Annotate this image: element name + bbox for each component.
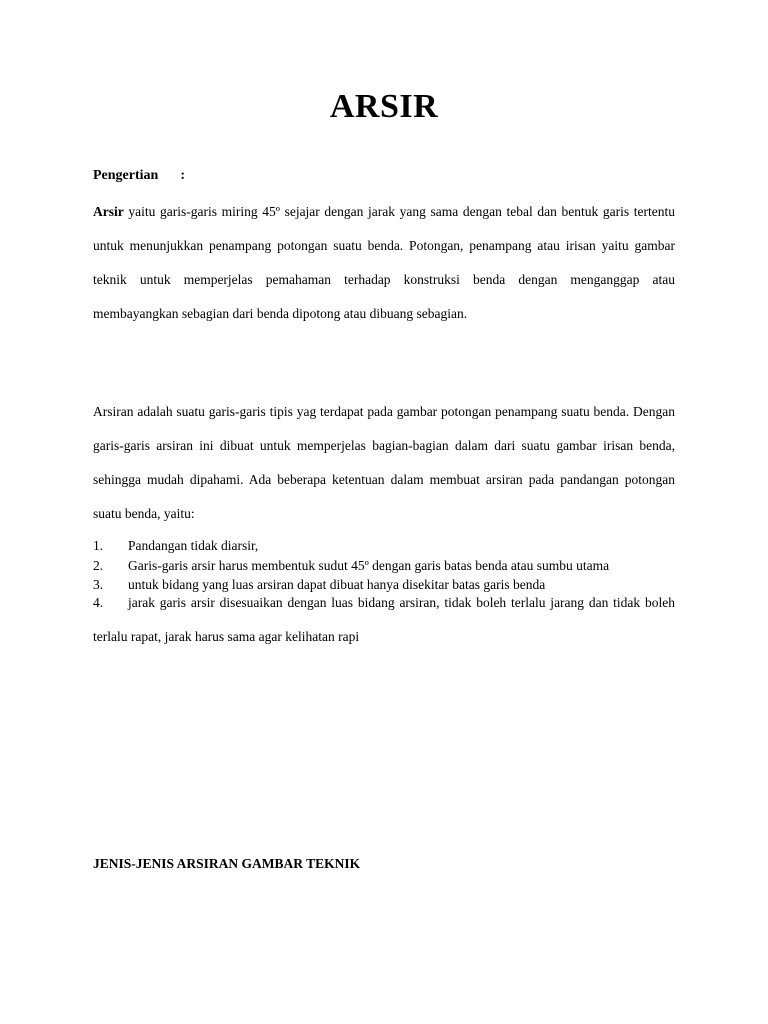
page-title: ARSIR — [329, 88, 439, 125]
list-item-text: untuk bidang yang luas arsiran dapat dibuat hanya disekitar batas garis benda — [128, 577, 546, 592]
list-item — [93, 586, 675, 654]
list-item-number: 1. — [93, 538, 104, 553]
section-label-text: Pengertian — [93, 168, 159, 183]
list-item-number: 4. — [93, 595, 104, 610]
section-label — [93, 168, 185, 184]
list-item-number: 2. — [93, 558, 104, 573]
paragraph-definition-text: yaitu garis-garis miring 45º sejajar dengan jarak yang sama dengan tebal dan bentuk garis tertentu untuk menunjukkan penampang potongan suatu benda. Potongan, penampang atau irisan yaitu gambar teknik untuk memperjelas pemahaman terhadap konstruksi benda dengan menganggap atau membayangkan sebagian dari benda dipotong atau dibuang sebagian. — [93, 204, 675, 321]
term-arsir: Arsir — [93, 204, 124, 219]
section-label-colon: : — [180, 168, 185, 183]
rules-list — [93, 536, 675, 654]
list-item-text: jarak garis arsir disesuaikan dengan luas bidang arsiran, tidak boleh terlalu jarang dan tidak boleh terlalu rapat, jarak harus sama agar kelihatan rapi — [93, 595, 675, 644]
list-item-text: Pandangan tidak diarsir, — [128, 538, 259, 553]
paragraph-arsiran: Arsiran adalah suatu garis-garis tipis yag terdapat pada gambar potongan penampang suatu benda. Dengan garis-garis arsiran ini dibuat untuk memperjelas bagian-bagian dalam dari suatu gambar irisan benda, sehingga mudah dipahami. Ada beberapa ketentuan dalam membuat arsiran pada pandangan potongan suatu benda, yaitu: — [93, 404, 675, 521]
list-item-number: 3. — [93, 577, 104, 592]
section-heading-jenis-arsiran: JENIS-JENIS ARSIRAN GAMBAR TEKNIK — [93, 856, 361, 871]
list-item-text: Garis-garis arsir harus membentuk sudut 45º dengan garis batas benda atau sumbu utama — [128, 558, 610, 573]
paragraph-definition — [93, 195, 675, 331]
